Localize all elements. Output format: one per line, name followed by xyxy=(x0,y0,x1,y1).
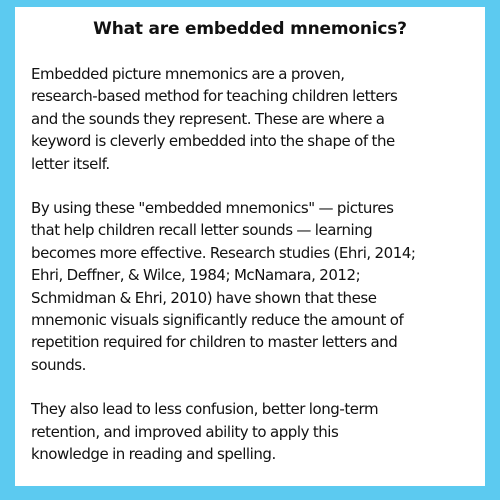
text-line: letter itself. xyxy=(31,154,110,173)
paragraph-benefits xyxy=(31,398,469,465)
text-line: research-based method for teaching children letters xyxy=(31,87,398,106)
text-line: retention, and improved ability to apply this xyxy=(31,422,339,441)
text-line: Ehri, Deffner, & Wilce, 1984; McNamara, 2012; xyxy=(31,266,361,285)
content-card xyxy=(15,7,485,486)
text-line: Embedded picture mnemonics are a proven, xyxy=(31,65,345,83)
text-line: They also lead to less confusion, better long-term xyxy=(31,400,379,419)
text-line: Schmidman & Ehri, 2010) have shown that these xyxy=(31,288,377,307)
text-line: sounds. xyxy=(31,355,86,374)
paragraph-intro xyxy=(31,63,469,175)
text-line: By using these "embedded mnemonics" — pictures xyxy=(31,199,394,218)
text-line: keyword is cleverly embedded into the shape of the xyxy=(31,132,395,151)
text-line: repetition required for children to master letters and xyxy=(31,333,398,352)
text-line: mnemonic visuals significantly reduce the amount of xyxy=(31,311,404,330)
text-line: becomes more effective. Research studies (Ehri, 2014; xyxy=(31,243,416,262)
page-title: What are embedded mnemonics? xyxy=(93,19,407,39)
text-line: and the sounds they represent. These are where a xyxy=(31,109,385,128)
text-line: knowledge in reading and spelling. xyxy=(31,445,276,464)
paragraph-research xyxy=(31,197,469,376)
text-line: that help children recall letter sounds — learning xyxy=(31,221,373,240)
